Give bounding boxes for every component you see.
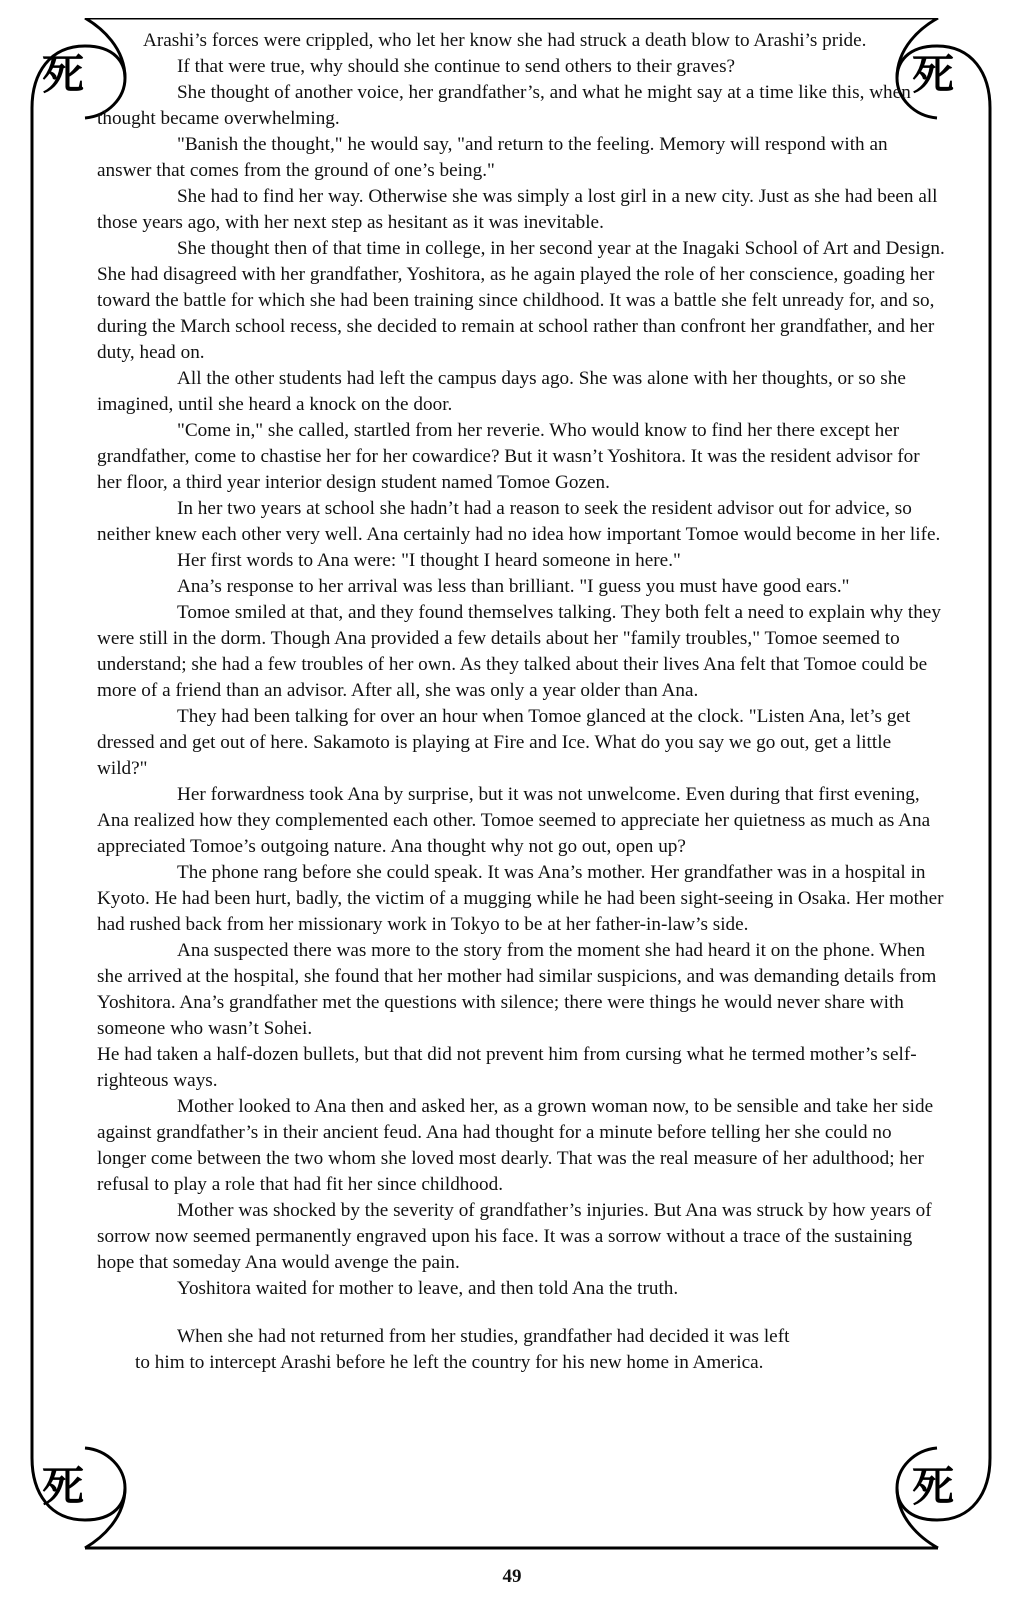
paragraph: In her two years at school she hadn’t had a reason to seek the resident advisor out for advice, so neither knew each other very well. Ana certainly had no idea how important Tomoe would become in her life. xyxy=(97,498,941,545)
paragraph: Tomoe smiled at that, and they found themselves talking. They both felt a need to explain why they were still in the dorm. Though Ana provided a few details about her "family troubles," Tomoe seemed to understand; she had a few troubles of her own. As they talked about their lives Ana felt that Tomoe could be more of a friend than an advisor. After all, she was only a year older than Ana. xyxy=(97,602,941,701)
paragraph: She thought then of that time in college, in her second year at the Inagaki School of Art and Design. She had disagreed with her grandfather, Yoshitora, as he again played the role of her conscience, goading her toward the battle for which she had been training since childhood. It was a battle she felt unready for, and so, during the March school recess, she decided to remain at school rather than confront her grandfather, and her duty, head on. xyxy=(97,238,945,363)
paragraph: Ana suspected there was more to the story from the moment she had heard it on the phone. When she arrived at the hospital, she found that her mother had similar suspicions, and was demanding details from Yoshitora. Ana’s grandfather met the questions with silence; there were things he would never share with someone who wasn’t Sohei. xyxy=(97,940,937,1039)
paragraph: Yoshitora waited for mother to leave, and then told Ana the truth. xyxy=(177,1278,679,1299)
paragraph: They had been talking for over an hour when Tomoe glanced at the clock. "Listen Ana, let’s get dressed and get out of here. Sakamoto is playing at Fire and Ice. What do you say we go out, get a little wild?" xyxy=(97,706,911,779)
paragraph-line: When she had not returned from her studies, grandfather had decided it was left xyxy=(177,1326,790,1347)
death-kanji-icon: 死 xyxy=(912,1462,955,1511)
paragraph: "Banish the thought," he would say, "and return to the feeling. Memory will respond with an answer that comes from the ground of one’s being." xyxy=(97,134,888,181)
paragraph: Mother looked to Ana then and asked her, as a grown woman now, to be sensible and take her side against grandfather’s in their ancient feud. Ana had thought for a minute before telling her she could no longer come between the two whom she loved most dearly. That was the real measure of her adulthood; her refusal to play a role that had fit her since childhood. xyxy=(97,1096,934,1195)
body-text xyxy=(97,28,945,1376)
paragraph: Mother was shocked by the severity of grandfather’s injuries. But Ana was struck by how years of sorrow now seemed permanently engraved upon his face. It was a sorrow without a trace of the sustaining hope that someday Ana would avenge the pain. xyxy=(97,1200,932,1273)
paragraph: The phone rang before she could speak. It was Ana’s mother. Her grandfather was in a hospital in Kyoto. He had been hurt, badly, the victim of a mugging while he had been sight-seeing in Osaka. Her mother had rushed back from her missionary work in Tokyo to be at her father-in-law’s side. xyxy=(97,862,944,935)
paragraph: Her forwardness took Ana by surprise, but it was not unwelcome. Even during that first evening, Ana realized how they complemented each other. Tomoe seemed to appreciate her quietness as much as Ana appreciated Tomoe’s outgoing nature. Ana thought why not go out, open up? xyxy=(97,784,931,857)
paragraph: Arashi’s forces were crippled, who let her know she had struck a death blow to Arashi’s pride. xyxy=(143,30,867,51)
death-kanji-icon: 死 xyxy=(42,1462,85,1511)
paragraph: He had taken a half-dozen bullets, but that did not prevent him from cursing what he termed mother’s self-righteous ways. xyxy=(97,1044,917,1091)
paragraph: Her first words to Ana were: "I thought I heard someone in here." xyxy=(177,550,681,571)
paragraph: All the other students had left the campus days ago. She was alone with her thoughts, or so she imagined, until she heard a knock on the door. xyxy=(97,368,906,415)
paragraph: "Come in," she called, startled from her reverie. Who would know to find her there except her grandfather, come to chastise her for her cowardice? But it wasn’t Yoshitora. It was the resident advisor for her floor, a third year interior design student named Tomoe Gozen. xyxy=(97,420,920,493)
death-kanji-icon: 死 xyxy=(42,50,85,99)
page-number: 49 xyxy=(502,1566,522,1587)
paragraph: If that were true, why should she continue to send others to their graves? xyxy=(177,56,736,77)
paragraph xyxy=(97,1324,945,1376)
death-kanji-icon: 死 xyxy=(912,50,955,99)
paragraph: Ana’s response to her arrival was less than brilliant. "I guess you must have good ears." xyxy=(177,576,850,597)
paragraph: She thought of another voice, her grandfather’s, and what he might say at a time like this, when thought became overwhelming. xyxy=(97,82,911,129)
paragraph-line: to him to intercept Arashi before he left the country for his new home in America. xyxy=(135,1352,764,1373)
paragraph: She had to find her way. Otherwise she was simply a lost girl in a new city. Just as she had been all those years ago, with her next step as hesitant as it was inevitable. xyxy=(97,186,938,233)
